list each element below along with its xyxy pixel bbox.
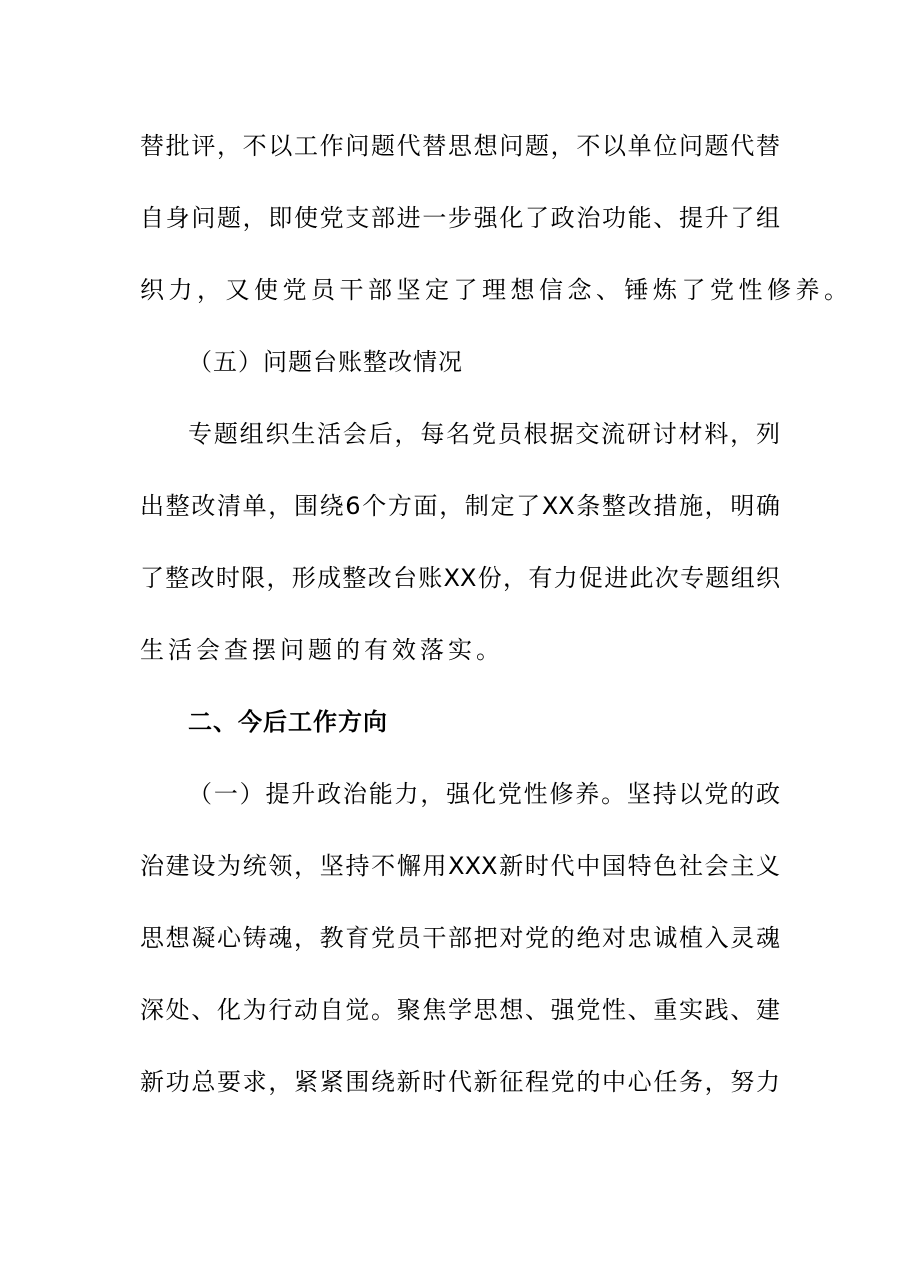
paragraph-line: 治建设为统领，坚持不懈用XXX新时代中国特色社会主义 — [140, 852, 780, 880]
section-heading: （五）问题台账整改情况 — [188, 348, 463, 376]
paragraph-line: 织力，又使党员干部坚定了理想信念、锤炼了党性修养。 — [140, 276, 853, 304]
paragraph-line: 深处、化为行动自觉。聚焦学思想、强党性、重实践、建 — [140, 996, 780, 1024]
paragraph-line: 新功总要求，紧紧围绕新时代新征程党的中心任务，努力 — [140, 1068, 780, 1096]
paragraph-line: 自身问题，即使党支部进一步强化了政治功能、提升了组 — [140, 204, 780, 232]
part-heading: 二、今后工作方向 — [188, 708, 388, 736]
paragraph-line: 了整改时限，形成整改台账XX份，有力促进此次专题组织 — [140, 564, 780, 592]
paragraph-line: （一）提升政治能力，强化党性修养。坚持以党的政 — [188, 780, 780, 808]
paragraph-line: 生活会查摆问题的有效落实。 — [140, 636, 504, 664]
paragraph-line: 专题组织生活会后，每名党员根据交流研讨材料，列 — [188, 420, 780, 448]
paragraph-line: 出整改清单，围绕6个方面，制定了XX条整改措施，明确 — [140, 492, 780, 520]
paragraph-line: 思想凝心铸魂，教育党员干部把对党的绝对忠诚植入灵魂 — [140, 924, 780, 952]
paragraph-line: 替批评，不以工作问题代替思想问题，不以单位问题代替 — [140, 132, 780, 160]
